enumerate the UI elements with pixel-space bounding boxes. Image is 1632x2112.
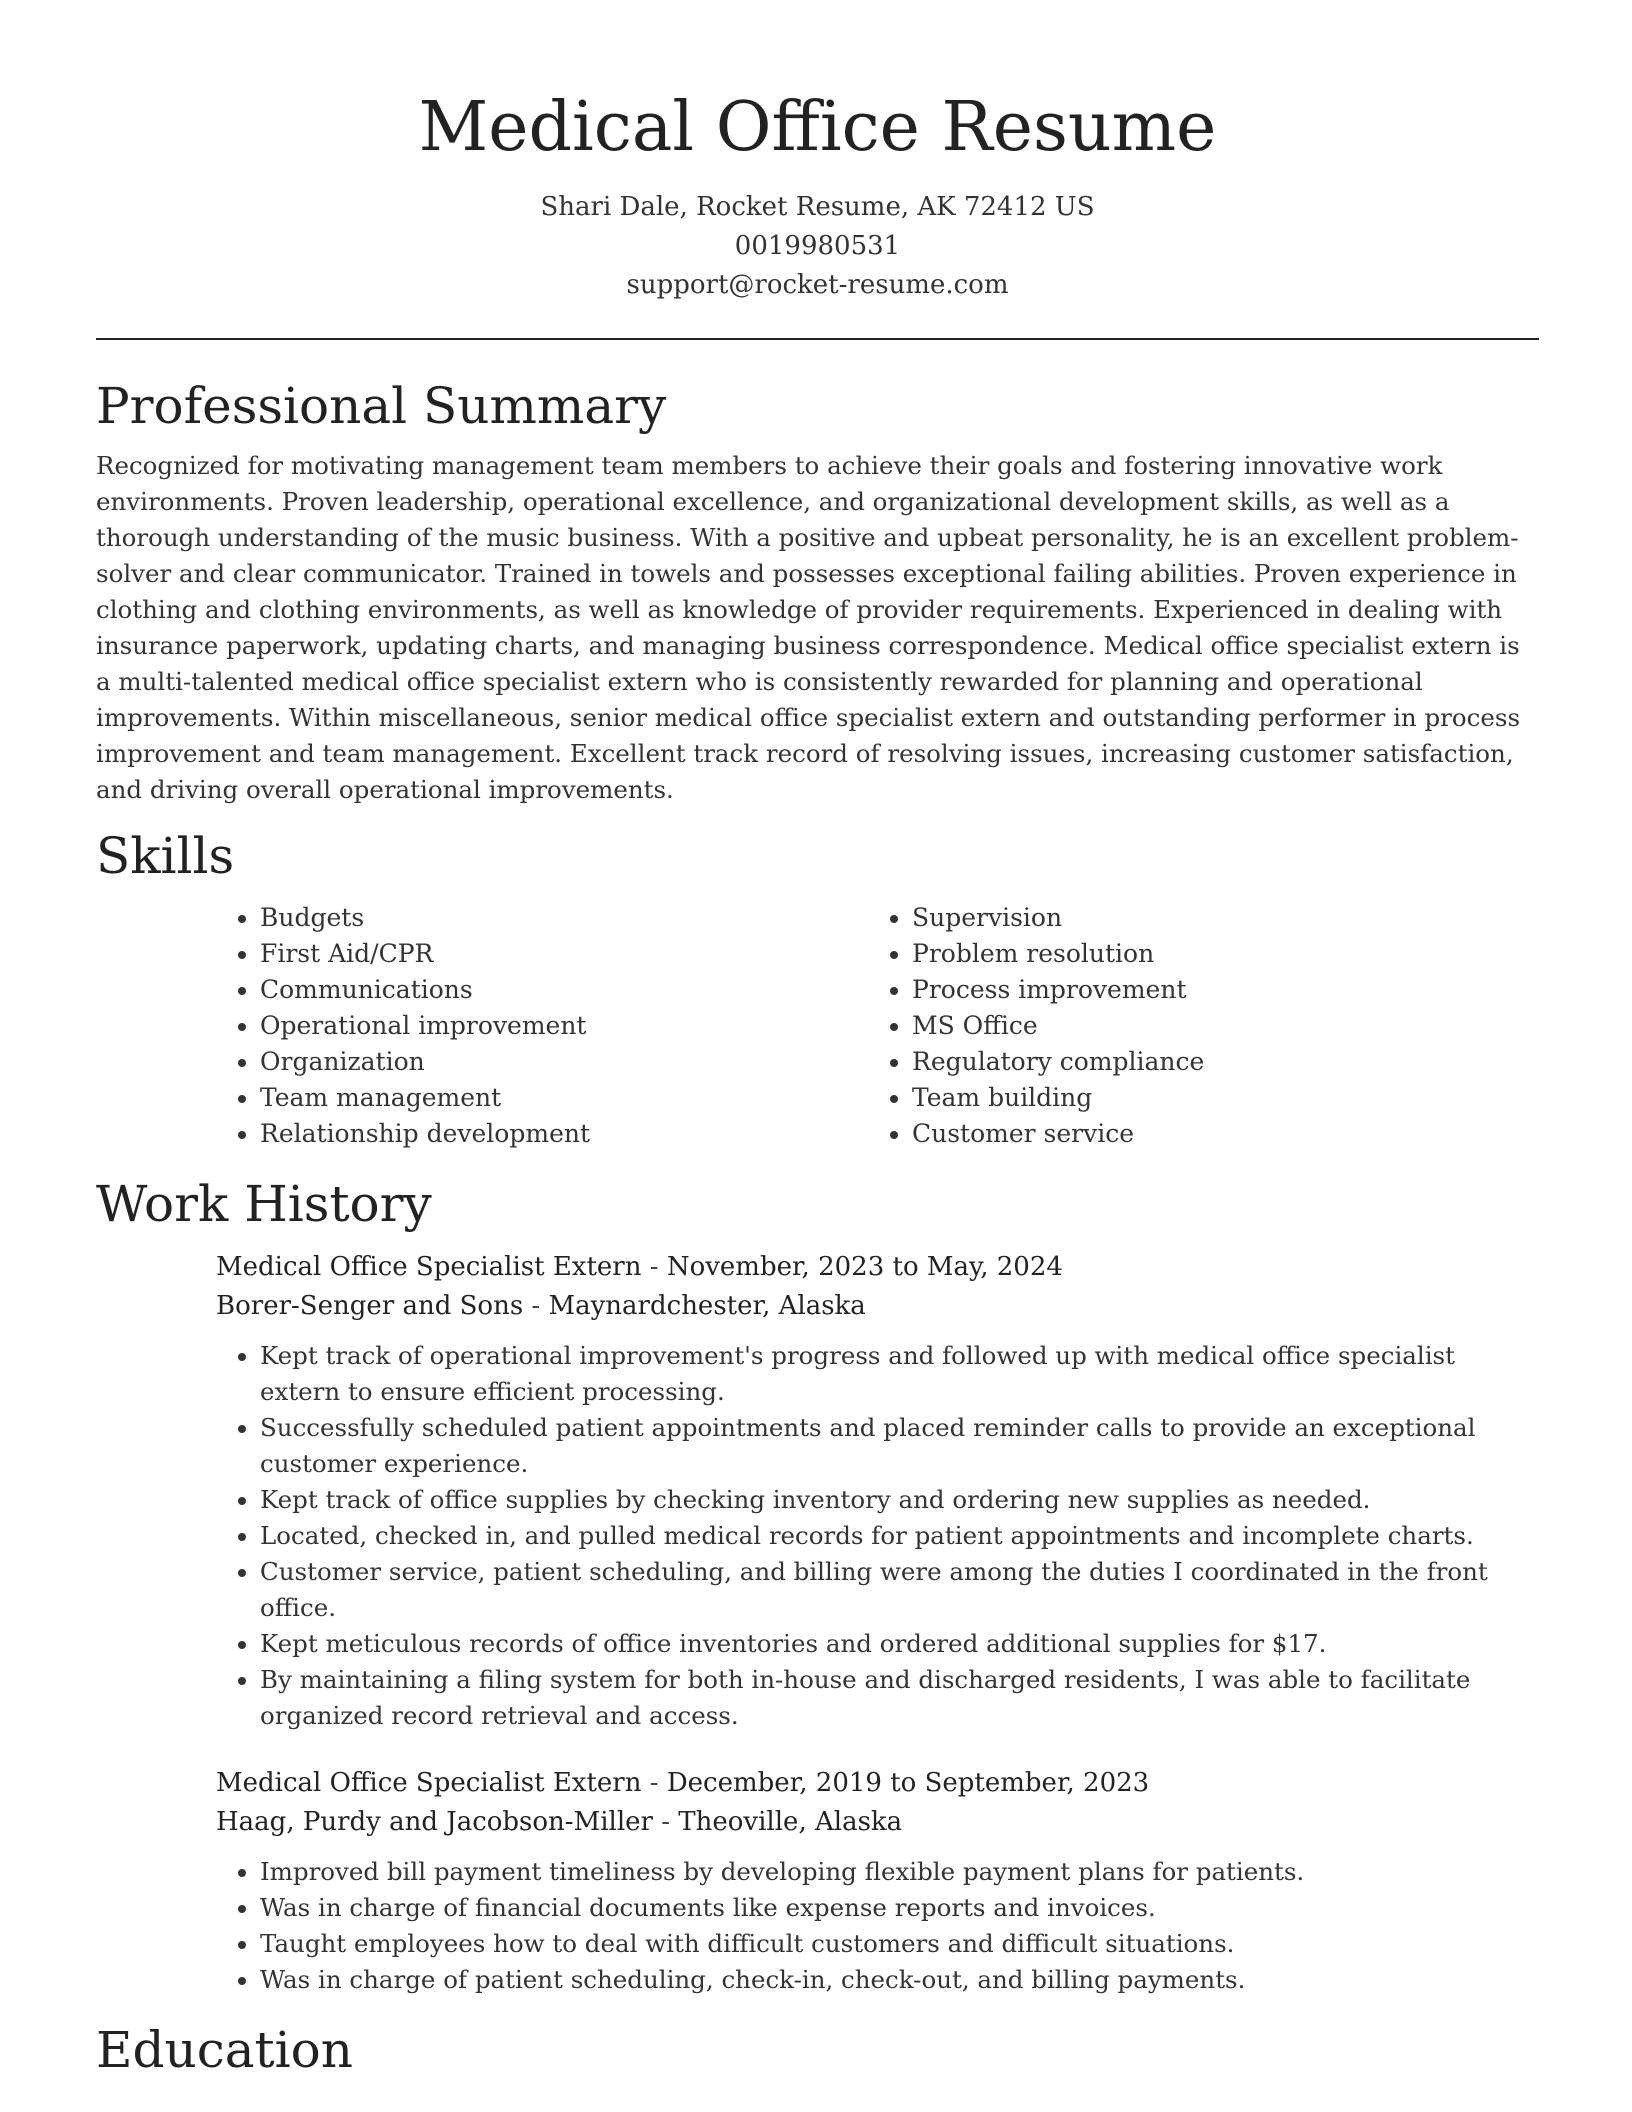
contact-phone: 0019980531 (734, 231, 901, 261)
duty-item: • Successfully scheduled patient appointments and placed reminder calls to provide an exceptional customer experience. (260, 1410, 1539, 1482)
skills-heading: Skills (96, 827, 235, 885)
summary-text: Recognized for motivating management team members to achieve their goals and fostering innovative work environments. Proven leadership, operational excellence, and organizational development skills, as well as a thorough understanding of the music business. With a positive and upbeat personality, he is an excellent problem-solver and clear communicator. Trained in towels and possesses exceptional failing abilities. Proven experience in clothing and clothing environments, as well as knowledge of provider requirements. Experienced in dealing with insurance paperwork, updating charts, and managing business correspondence. Medical office specialist extern is a multi-talented medical office specialist extern who is consistently rewarded for planning and operational improvements. Within miscellaneous, senior medical office specialist extern and outstanding performer in process improvement and team management. Excellent track record of resolving issues, increasing customer satisfaction, and driving overall operational improvements. (96, 451, 1521, 804)
job-dates: November, 2023 to May, 2024 (666, 1252, 1063, 1282)
skill-item: • Communications (260, 972, 868, 1008)
job-duties (216, 1338, 1539, 1734)
job-dates: December, 2019 to September, 2023 (666, 1768, 1150, 1798)
skills-column-right (868, 900, 1520, 1152)
skill-item: • Operational improvement (260, 1008, 868, 1044)
duty-item: • Improved bill payment timeliness by developing flexible payment plans for patients. (260, 1854, 1539, 1890)
skills-column-left (216, 900, 868, 1152)
skill-item: • Team management (260, 1080, 868, 1116)
skill-item: • Budgets (260, 900, 868, 936)
skill-item: • Process improvement (912, 972, 1520, 1008)
duty-item: • Kept meticulous records of office inventories and ordered additional supplies for $17. (260, 1626, 1539, 1662)
duty-item: • By maintaining a filing system for both in-house and discharged residents, I was able to facilitate organized record retrieval and access. (260, 1662, 1539, 1734)
work-history-heading: Work History (96, 1175, 432, 1233)
summary-heading: Professional Summary (96, 377, 667, 435)
skills-list (216, 900, 1539, 1152)
duty-item: • Was in charge of financial documents like expense reports and invoices. (260, 1890, 1539, 1926)
contact-email: support@rocket-resume.com (626, 270, 1009, 300)
job-separator: - (523, 1291, 549, 1321)
job-company: Haag, Purdy and Jacobson-Miller (216, 1807, 653, 1837)
skill-item: • MS Office (912, 1008, 1520, 1044)
duty-item: • Located, checked in, and pulled medical records for patient appointments and incomplete charts. (260, 1518, 1539, 1554)
job-entry (216, 1248, 1539, 1734)
skill-item: • Customer service (912, 1116, 1520, 1152)
skill-item: • Supervision (912, 900, 1520, 936)
skill-item: • Team building (912, 1080, 1520, 1116)
contact-block (96, 188, 1539, 305)
job-entry (216, 1764, 1539, 1998)
job-title-line (216, 1764, 1539, 1803)
duty-item: • Customer service, patient scheduling, and billing were among the duties I coordinated in the front office. (260, 1554, 1539, 1626)
skill-item: • First Aid/CPR (260, 936, 868, 972)
resume-title: Medical Office Resume (418, 88, 1217, 167)
job-separator: - (652, 1807, 679, 1837)
job-company-line (216, 1803, 1539, 1842)
contact-address: Shari Dale, Rocket Resume, AK 72412 US (540, 192, 1095, 222)
job-title-line (216, 1248, 1539, 1287)
job-title: Medical Office Specialist Extern (216, 1768, 642, 1798)
job-location: Theoville, Alaska (678, 1807, 903, 1837)
job-duties (216, 1854, 1539, 1998)
education-heading: Education (96, 2021, 353, 2079)
skill-item: • Regulatory compliance (912, 1044, 1520, 1080)
duty-item: • Taught employees how to deal with difficult customers and difficult situations. (260, 1926, 1539, 1962)
skill-item: • Organization (260, 1044, 868, 1080)
job-separator: - (641, 1252, 667, 1282)
skill-item: • Problem resolution (912, 936, 1520, 972)
resume-page (96, 0, 1539, 2080)
duty-item: • Was in charge of patient scheduling, check-in, check-out, and billing payments. (260, 1962, 1539, 1998)
job-company-line (216, 1287, 1539, 1326)
duty-item: • Kept track of office supplies by checking inventory and ordering new supplies as needed. (260, 1482, 1539, 1518)
job-location: Maynardchester, Alaska (548, 1291, 866, 1321)
job-separator: - (641, 1768, 667, 1798)
header-divider (96, 338, 1539, 340)
duty-item: • Kept track of operational improvement's progress and followed up with medical office specialist extern to ensure efficient processing. (260, 1338, 1539, 1410)
skill-item: • Relationship development (260, 1116, 868, 1152)
job-title: Medical Office Specialist Extern (216, 1252, 642, 1282)
job-company: Borer-Senger and Sons (216, 1291, 524, 1321)
